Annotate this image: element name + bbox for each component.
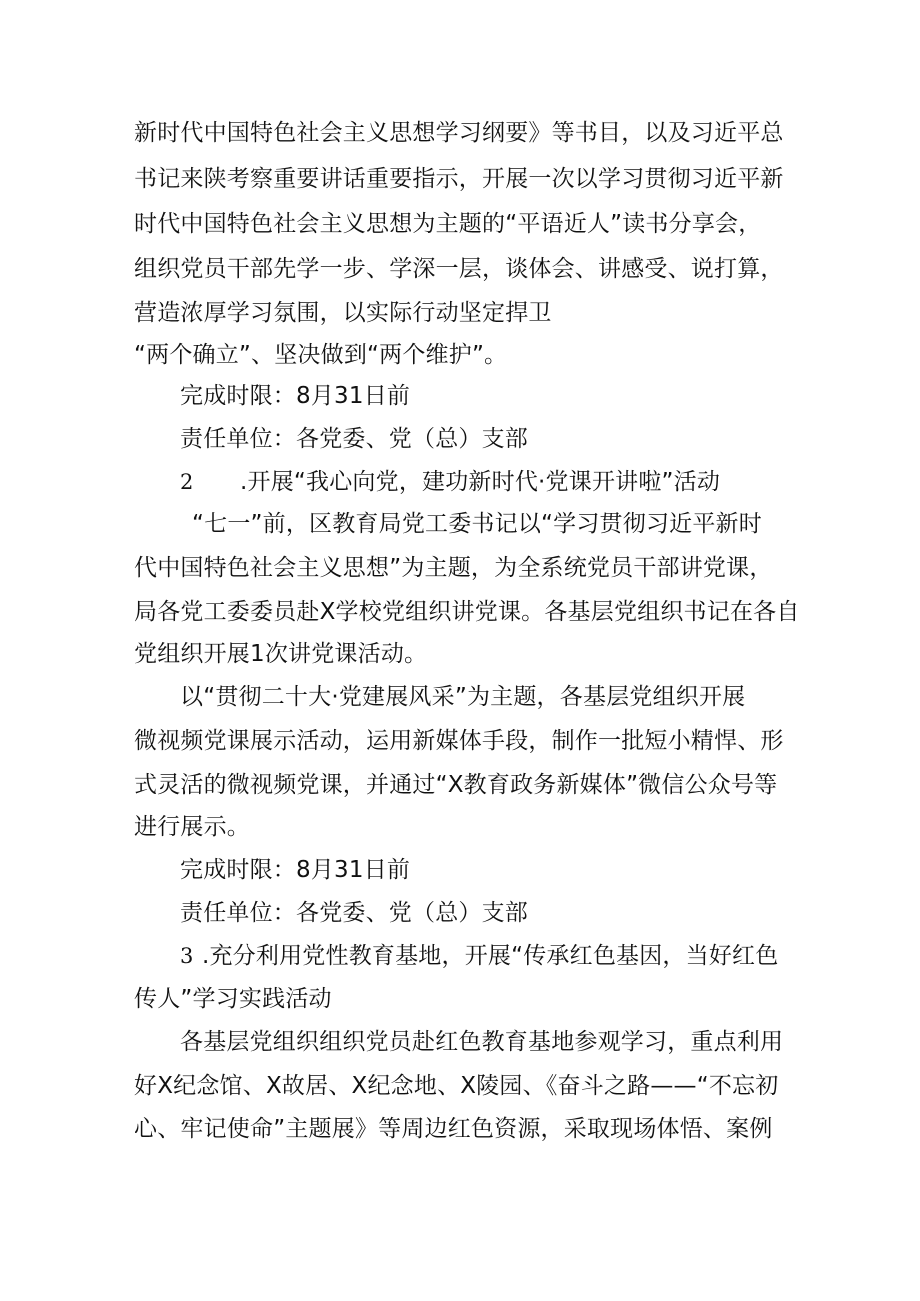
text-line: 党组织开展1次讲党课活动。: [134, 641, 428, 667]
deadline-line: 完成时限：8月31日前: [180, 383, 411, 409]
deadline-line: 完成时限：8月31日前: [180, 857, 411, 883]
text-line: 时代中国特色社会主义思想为主题的“平语近人”读书分享会，: [134, 211, 762, 237]
text-line: 微视频党课展示活动，运用新媒体手段，制作一批短小精悍、形: [134, 728, 784, 754]
section-heading: .开展“我心向党，建功新时代·党课开讲啦”活动: [240, 469, 721, 495]
text-line: 进行展示。: [134, 814, 250, 840]
text-line: 组织党员干部先学一步、学深一层，谈体会、讲感受、说打算，: [134, 256, 784, 282]
text-line: 各基层党组织组织党员赴红色教育基地参观学习，重点利用: [180, 1029, 784, 1055]
text-line: 以“贯彻二十大·党建展风采”为主题，各基层党组织开展: [180, 684, 746, 710]
responsible-unit-line: 责任单位：各党委、党（总）支部: [180, 900, 528, 926]
section-heading-continued: 传人”学习实践活动: [134, 986, 332, 1012]
text-line: “七一”前，区教育局党工委书记以“学习贯彻习近平新时: [192, 511, 762, 537]
text-line: 心、牢记使命”主题展》等周边红色资源，采取现场体悟、案例: [134, 1116, 773, 1142]
text-line: 书记来陕考察重要讲话重要指示，开展一次以学习贯彻习近平新: [134, 166, 784, 192]
text-line: 式灵活的微视频党课，并通过“X教育政务新媒体”微信公众号等: [134, 772, 778, 798]
section-number: 3: [180, 944, 194, 968]
text-line: 局各党工委委员赴X学校党组织讲党课。各基层党组织书记在各自: [134, 599, 800, 625]
section-number: 2: [180, 470, 194, 494]
text-line: 代中国特色社会主义思想”为主题，为全系统党员干部讲党课，: [134, 555, 773, 581]
text-line: 新时代中国特色社会主义思想学习纲要》等书目，以及习近平总: [134, 120, 784, 146]
section-heading: .充分利用党性教育基地，开展“传承红色基因，当好红色: [202, 943, 779, 969]
responsible-unit-line: 责任单位：各党委、党（总）支部: [180, 426, 528, 452]
text-line: “两个确立”、坚决做到“两个维护”。: [134, 342, 508, 368]
text-line: 营造浓厚学习氛围，以实际行动坚定捍卫: [134, 300, 552, 326]
text-line: 好X纪念馆、X故居、X纪念地、X陵园、《奋斗之路——“不忘初: [134, 1073, 779, 1099]
